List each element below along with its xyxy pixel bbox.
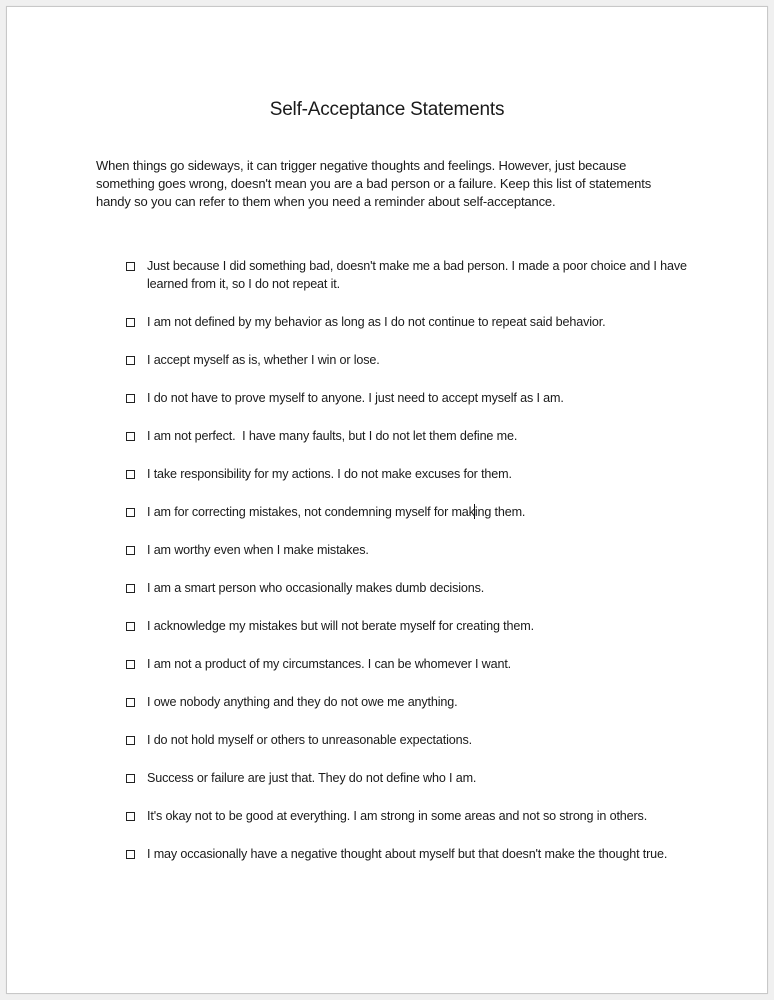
list-item xyxy=(119,465,699,483)
statement-text: I owe nobody anything and they do not owe me anything. xyxy=(147,695,458,709)
checkbox-icon[interactable] xyxy=(126,698,135,707)
statement-text: It's okay not to be good at everything. I am strong in some areas and not so strong in others. xyxy=(147,809,648,823)
list-item xyxy=(119,541,699,559)
checkbox-icon[interactable] xyxy=(126,812,135,821)
checkbox-icon[interactable] xyxy=(126,660,135,669)
statement-list xyxy=(119,257,699,883)
checkbox-icon[interactable] xyxy=(126,736,135,745)
checkbox-icon[interactable] xyxy=(126,850,135,859)
list-item xyxy=(119,503,699,521)
list-item xyxy=(119,845,699,863)
statement-text-before-caret: I am for correcting mistakes, not condemning myself for mak xyxy=(147,505,475,519)
list-item xyxy=(119,617,699,635)
list-item xyxy=(119,769,699,787)
statement-text: I am not perfect. I have many faults, but I do not let them define me. xyxy=(147,429,518,443)
list-item xyxy=(119,257,699,293)
statement-text: Success or failure are just that. They do not define who I am. xyxy=(147,771,477,785)
checkbox-icon[interactable] xyxy=(126,622,135,631)
checkbox-icon[interactable] xyxy=(126,546,135,555)
checkbox-icon[interactable] xyxy=(126,470,135,479)
statement-text: I do not hold myself or others to unreasonable expectations. xyxy=(147,733,472,747)
checkbox-icon[interactable] xyxy=(126,508,135,517)
document-title: Self-Acceptance Statements xyxy=(269,99,505,120)
document-page xyxy=(6,6,768,994)
list-item xyxy=(119,579,699,597)
statement-text: I do not have to prove myself to anyone. I just need to accept myself as I am. xyxy=(147,391,564,405)
list-item xyxy=(119,351,699,369)
checkbox-icon[interactable] xyxy=(126,262,135,271)
checkbox-icon[interactable] xyxy=(126,584,135,593)
list-item xyxy=(119,389,699,407)
statement-text[interactable] xyxy=(147,503,699,521)
statement-text: I am not a product of my circumstances. I can be whomever I want. xyxy=(147,657,512,671)
list-item xyxy=(119,807,699,825)
list-item xyxy=(119,731,699,749)
checkbox-icon[interactable] xyxy=(126,394,135,403)
checkbox-icon[interactable] xyxy=(126,432,135,441)
list-item xyxy=(119,655,699,673)
list-item xyxy=(119,693,699,711)
statement-text: Just because I did something bad, doesn't make me a bad person. I made a poor choice and I have learned from it, so I do not repeat it. xyxy=(147,259,687,291)
checkbox-icon[interactable] xyxy=(126,774,135,783)
statement-text: I accept myself as is, whether I win or lose. xyxy=(147,353,380,367)
checkbox-icon[interactable] xyxy=(126,356,135,365)
checkbox-icon[interactable] xyxy=(126,318,135,327)
statement-text: I am a smart person who occasionally makes dumb decisions. xyxy=(147,581,485,595)
statement-text: I am not defined by my behavior as long as I do not continue to repeat said behavior. xyxy=(147,315,606,329)
statement-text: I am worthy even when I make mistakes. xyxy=(147,543,369,557)
intro-paragraph: When things go sideways, it can trigger negative thoughts and feelings. However, just because something goes wrong, doesn't mean you are a bad person or a failure. Keep this list of statements handy so you can refer to them when you need a reminder about self-acceptance. xyxy=(96,158,652,209)
statement-text: I acknowledge my mistakes but will not berate myself for creating them. xyxy=(147,619,534,633)
list-item xyxy=(119,313,699,331)
statement-text: I take responsibility for my actions. I do not make excuses for them. xyxy=(147,467,512,481)
statement-text-after-caret: ing them. xyxy=(474,505,526,519)
statement-text: I may occasionally have a negative thought about myself but that doesn't make the thought true. xyxy=(147,847,668,861)
list-item xyxy=(119,427,699,445)
